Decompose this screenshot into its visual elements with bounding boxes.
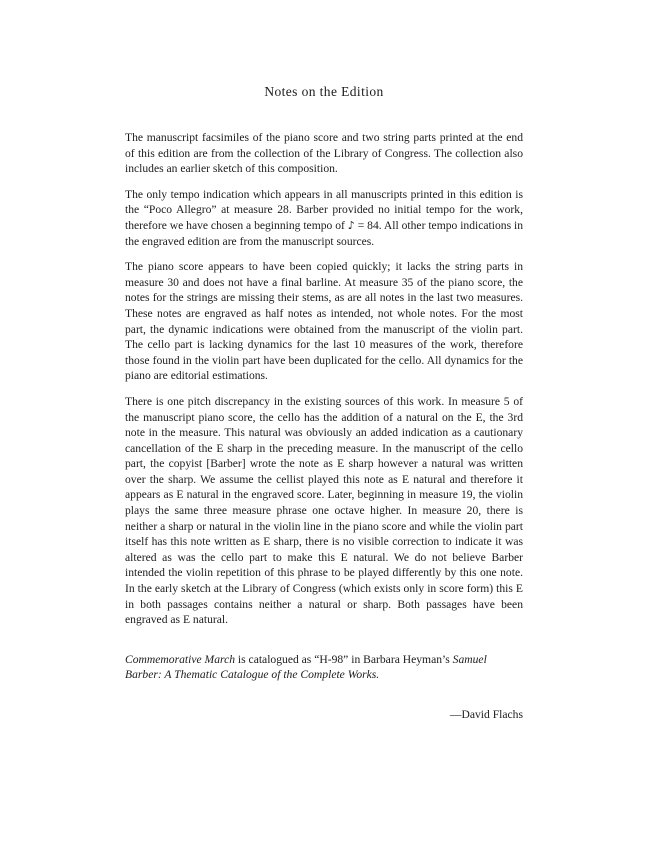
book-title: Samuel Barber: A Thematic Catalogue of the Complete Works. <box>125 652 487 682</box>
paragraph-manuscript-facsimiles: The manuscript facsimiles of the piano score and two string parts printed at the end of this edition are from the collection of the Library of Congress. The collection also includes an earlier sketch of this composition. <box>125 131 523 176</box>
tempo-text-before: The only tempo indication which appears in all manuscripts printed in this edition is the “Poco Allegro” at measure 28. Barber provided no initial tempo for the work, therefore we have chosen a beginning tempo of <box>125 187 523 232</box>
catalogue-middle-text: is catalogued as “H-98” in Barbara Heyman’s <box>235 652 453 666</box>
paragraph-pitch-discrepancy: There is one pitch discrepancy in the existing sources of this work. In measure 5 of the manuscript piano score, the cello has the addition of a natural on the E, the 3rd note in the measure. This natural was obviously an added indication as a cautionary cancellation of the E sharp in the preceding measure. In the manuscript of the cello part, the copyist [Barber] wrote the note as E sharp however a natural was written over the sharp. We assume the cellist played this note as E natural and therefore it appears as E natural in the engraved score. Later, beginning in measure 19, the violin plays the same three measure phrase one octave higher. In measure 20, there is neither a sharp or natural in the violin line in the piano score and while the violin part itself has this note written as E sharp, there is no visible correction to indicate it was altered as was the cello part to make this E natural. We do not believe Barber intended the violin repetition of this phrase to be played differently by this one note. In the early sketch at the Library of Congress (which exists only in score form) this E in both passages contains neither a natural or sharp. Both passages have been engraved as E natural. <box>125 394 523 627</box>
text-block <box>125 84 523 723</box>
paragraph-piano-score-copying: The piano score appears to have been copied quickly; it lacks the string parts in measure 30 and does not have a final barline. At measure 35 of the piano score, the notes for the strings are missing their stems, as are all notes in the last two measures. These notes are engraved as half notes as intended, not whole notes. For the most part, the dynamic indications were obtained from the manuscript of the violin part. The cello part is lacking dynamics for the last 10 measures of the work, therefore those found in the violin part have been duplicated for the cello. All dynamics for the piano are editorial estimations. <box>125 260 523 383</box>
paragraph-tempo-indication <box>125 187 523 249</box>
page-title: Notes on the Edition <box>264 84 384 99</box>
author-signature: —David Flachs <box>449 708 523 721</box>
paragraph-catalogue-note <box>125 652 523 683</box>
tempo-text-after: = 84. All other tempo indications in the engraved edition are from the manuscript sources. <box>125 218 524 248</box>
work-title: Commemorative March <box>125 652 236 666</box>
eighth-note-glyph: ♪ <box>347 218 355 232</box>
